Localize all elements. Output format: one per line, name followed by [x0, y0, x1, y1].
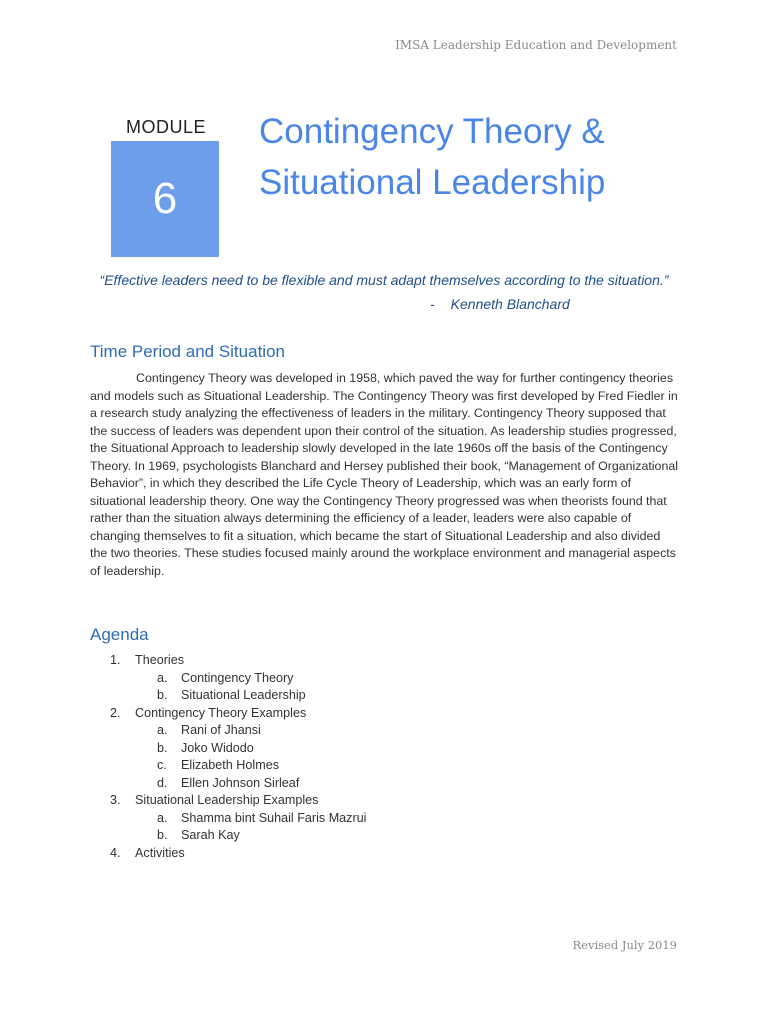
agenda-subitem-label: Elizabeth Holmes: [181, 758, 279, 772]
agenda-subitem-label: Joko Widodo: [181, 740, 254, 755]
page-title: [259, 106, 689, 208]
module-number-box: [111, 141, 219, 257]
title-line-2: Situational Leadership: [259, 163, 606, 202]
agenda-subitem: [110, 722, 366, 740]
agenda-item: [110, 705, 366, 723]
quote-author: Kenneth Blanchard: [450, 296, 570, 312]
agenda-subitem-label: Rani of Jhansi: [181, 723, 261, 737]
agenda-subitem-letter: a.: [157, 810, 168, 825]
agenda-subitem: [110, 757, 366, 775]
agenda-item-label: Theories: [135, 653, 184, 667]
agenda-subitem-letter: a.: [157, 723, 168, 737]
agenda-item-label: Activities: [135, 845, 185, 860]
agenda-subitem-label: Shamma bint Suhail Faris Mazrui: [181, 810, 367, 825]
agenda-subitem-letter: c.: [157, 758, 167, 772]
title-line-1: Contingency Theory &: [259, 112, 605, 151]
footer-revised-date: Revised July 2019: [572, 938, 677, 952]
agenda-item: [110, 845, 366, 863]
agenda-subitem-letter: a.: [157, 670, 168, 685]
quote-dash: -: [430, 296, 435, 312]
agenda-item-number: 2.: [110, 705, 121, 720]
agenda-list: [110, 652, 366, 862]
agenda-subitem-label: Ellen Johnson Sirleaf: [181, 775, 300, 790]
header-organization: IMSA Leadership Education and Development: [395, 38, 677, 52]
agenda-subitem: [110, 740, 366, 758]
module-label: MODULE: [126, 117, 207, 137]
time-period-paragraph: Contingency Theory was developed in 1958, which paved the way for further contingency theories and models such as Situational Leadership. The Contingency Theory was first developed by Fred Fiedler in a research study analyzing the effectiveness of leaders in the military. Contingency Theory supposed that the success of leaders was dependent upon their control of the situation. As leadership studies progressed, the Situational Approach to leadership slowly developed in the late 1960s off the basis of the Contingency Theory. In 1969, psychologists Blanchard and Hersey published their book, “Management of Organizational Behavior”, in which they described the Life Cycle Theory of Leadership, which was an early form of situational leadership theory. One way the Contingency Theory progressed was when theorists found that rather than the situation always determining the efficiency of a leader, leaders were also capable of changing themselves to fit a situation, which became the start of Situational Leadership and also divided the two theories. These studies focused mainly around the workplace environment and managerial aspects of leadership.: [90, 371, 678, 578]
agenda-subitem: [110, 810, 366, 828]
agenda-subitem: [110, 827, 366, 845]
agenda-subitem: [110, 775, 366, 793]
agenda-item-number: 3.: [110, 793, 121, 807]
agenda-subitem: [110, 687, 366, 705]
agenda-item-label: Contingency Theory Examples: [135, 705, 307, 720]
agenda-item: [110, 652, 366, 670]
agenda-subitem-letter: b.: [157, 828, 168, 842]
agenda-subitem-letter: d.: [157, 775, 168, 790]
agenda-subitem-label: Situational Leadership: [181, 688, 306, 702]
agenda-item-number: 4.: [110, 845, 121, 860]
section-heading-agenda: Agenda: [90, 625, 149, 644]
agenda-subitem-letter: b.: [157, 688, 168, 702]
agenda-subitem-label: Contingency Theory: [181, 670, 294, 685]
agenda-subitem-letter: b.: [157, 740, 168, 755]
module-number: 6: [152, 174, 178, 223]
agenda-subitem: [110, 670, 366, 688]
quote-text: “Effective leaders need to be flexible and must adapt themselves according to the situation.”: [99, 272, 669, 288]
quote-attribution: [430, 296, 570, 312]
agenda-subitem-label: Sarah Kay: [181, 828, 240, 842]
agenda-item-number: 1.: [110, 653, 121, 667]
agenda-item: [110, 792, 366, 810]
section-heading-time-period: Time Period and Situation: [90, 342, 285, 361]
agenda-item-label: Situational Leadership Examples: [135, 793, 319, 807]
